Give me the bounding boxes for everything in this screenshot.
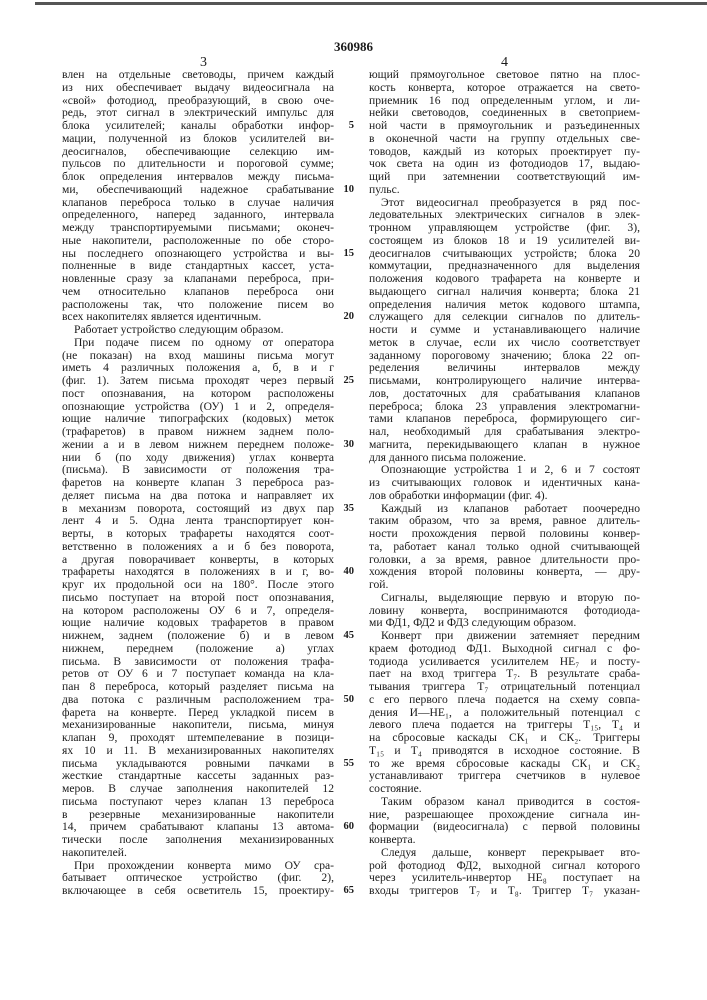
text-line: письма поступают через клапан 13 переброса	[62, 796, 334, 809]
line-number: 30	[336, 439, 354, 452]
text-line: лент 4 и 5. Одна лента транспортирует кон-	[62, 515, 334, 528]
text-line: приемник 16 под определенным углом, и ли-	[369, 95, 640, 108]
text-line: магнита, перекидывающего клапан в нужное	[369, 439, 640, 452]
line-number: 5	[336, 120, 354, 133]
text-line: (не показан) на вход машины письма могут	[62, 350, 334, 363]
text-line: из считывающих головок и идентичных кана-	[369, 477, 640, 490]
text-line: деляет письма на два потока и направляет их	[62, 490, 334, 503]
text-line: пает на вход триггера Т₇. В результате сраба-	[369, 668, 640, 681]
text-line: гой.	[369, 579, 640, 592]
text-line: Т₁₅ и Т₄ приводятся в исходное состояние. В	[369, 745, 640, 758]
text-line: состояние.	[369, 783, 640, 796]
text-line: чок света на один из фотодиодов 17, выдаю-	[369, 158, 640, 171]
text-line: определенного, наперед заданного, интервала	[62, 209, 334, 222]
text-line: ющие наличие типографских (кодовых) меток	[62, 413, 334, 426]
text-line: меров. В случае заполнения накопителей 12	[62, 783, 334, 796]
text-line: таким образом, что за время, равное длитель-	[369, 515, 640, 528]
text-line: конверта.	[369, 834, 640, 847]
text-line: Каждый из клапанов работает поочередно	[369, 503, 640, 516]
text-line: в оконечной части на группу отдельных све-	[369, 133, 640, 146]
text-line: два потока с различным расположением тра-	[62, 694, 334, 707]
text-line: ности и сумме и устанавливающего наличие	[369, 324, 640, 337]
text-line: нейки световодов, соединенных в светоприем-	[369, 107, 640, 120]
text-line: меток в случае, если их число соответствует	[369, 337, 640, 350]
text-line: товодов, каждый из которых проектирует пу-	[369, 146, 640, 159]
text-line: в механизм поворота, состоящий из двух пар	[62, 503, 334, 516]
text-line: на сбросовые каскады СК₁ и СК₂. Триггеры	[369, 732, 640, 745]
text-line: нал, необходимый для срабатывания электро-	[369, 426, 640, 439]
text-line: фаретов на конверте клапан 3 переброса раз-	[62, 477, 334, 490]
text-line: ные накопители, расположенные по обе сторо-	[62, 235, 334, 248]
line-number: 35	[336, 503, 354, 516]
text-line: расположены так, что положение писем во	[62, 299, 334, 312]
text-line: Этот видеосигнал преобразуется в ряд пос-	[369, 197, 640, 210]
text-line: клапан 9, проходят штемпелевание в позици-	[62, 732, 334, 745]
text-line: тодиода усиливается усилителем НЕ₇ и посту-	[369, 656, 640, 669]
text-line: письма укладываются ровными пачками в	[62, 758, 334, 771]
text-line: ющие наличие кодовых трафаретов в правом	[62, 617, 334, 630]
text-line: щий при затемнении соответствующий им-	[369, 171, 640, 184]
text-line: заданному пороговому значению; блока 22 оп-	[369, 350, 640, 363]
text-line: рой фотодиод ФД2, выходной сигнал которого	[369, 860, 640, 873]
text-line: (письма). В зависимости от положения тра-	[62, 464, 334, 477]
page-number-right: 4	[501, 55, 508, 71]
line-number: 40	[336, 566, 354, 579]
text-line: накопителей.	[62, 847, 334, 860]
text-line: (трафаретов) в правом нижнем заднем поло-	[62, 426, 334, 439]
text-line: ловину конверта, воспринимаются фотодиода-	[369, 605, 640, 618]
text-line: тами клапанов переброса, формирующего сиг-	[369, 413, 640, 426]
line-number: 65	[336, 885, 354, 898]
text-line: включающее в себя осветитель 15, проектиру-	[62, 885, 334, 898]
text-line: При подаче писем по одному от оператора	[62, 337, 334, 350]
text-line: верты, в которых трафареты находятся соот-	[62, 528, 334, 541]
text-line: жесткие стандартные кассеты заданных раз-	[62, 770, 334, 783]
text-line: влен на отдельные световоды, причем каждый	[62, 69, 334, 82]
top-border-line	[35, 2, 707, 5]
text-line: дения И—НЕ₁, а положительный потенциал с	[369, 707, 640, 720]
text-line: опознающие устройства (ОУ) 1 и 2, определя-	[62, 401, 334, 414]
text-line: то же время сбросовые каскады СК₁ и СК₂	[369, 758, 640, 771]
line-number: 60	[336, 821, 354, 834]
text-line: на котором расположены ОУ 6 и 7, определя-	[62, 605, 334, 618]
text-line: ределения величины интервалов между	[369, 362, 640, 375]
text-line: Следуя дальше, конверт перекрывает вто-	[369, 847, 640, 860]
text-line: фарета на конверте. Перед укладкой писем в	[62, 707, 334, 720]
text-line: с его первого плеча подается на схему совпа-	[369, 694, 640, 707]
left-text-column	[62, 69, 334, 898]
text-line: формации (видеосигнала) с первой половины	[369, 821, 640, 834]
text-line: (фиг. 1). Затем письма проходят через первый	[62, 375, 334, 388]
line-number: 45	[336, 630, 354, 643]
text-line: трафареты находятся в положениях в и г, во-	[62, 566, 334, 579]
text-line: деосигналов считывающих устройств; блока 20	[369, 248, 640, 261]
text-line: пан 8 переброса, который разделяет письма на	[62, 681, 334, 694]
text-line: новленные сразу за клапанами переброса, при-	[62, 273, 334, 286]
text-line: тывания триггера Т₇ отрицательный потенциал	[369, 681, 640, 694]
text-line: состоящем из блоков 18 и 19 усилителей ви-	[369, 235, 640, 248]
text-line: переброса; блока 23 управления электромагни-	[369, 401, 640, 414]
text-line: определения наличия меток кодового штампа,	[369, 299, 640, 312]
text-line: письмами, контролирующего наличие интерва-	[369, 375, 640, 388]
text-line: круг их продольной оси на 180°. После этого	[62, 579, 334, 592]
text-line: головки, а за время, равное длительности про-	[369, 554, 640, 567]
text-line: ной части в прямоугольник и разъединенных	[369, 120, 640, 133]
text-line: ны последнего опознающего устройства и вы-	[62, 248, 334, 261]
text-line: нижнем, заднем (положение б) и в левом	[62, 630, 334, 643]
text-line: тронном управляющем устройстве (фиг. 3),	[369, 222, 640, 235]
line-number: 10	[336, 184, 354, 197]
text-line: полненные в виде стандартных кассет, уста-	[62, 260, 334, 273]
text-line: блок определения интервалов между письма-	[62, 171, 334, 184]
text-line: для данного письма положение.	[369, 452, 640, 465]
line-number: 15	[336, 248, 354, 261]
text-line: письма. В зависимости от положения трафа-	[62, 656, 334, 669]
text-line: ретов от ОУ 6 и 7 поступает команда на кла-	[62, 668, 334, 681]
text-line: служащего для селекции сигналов по длитель-	[369, 311, 640, 324]
text-line: всех накопителях является идентичным.	[62, 311, 334, 324]
text-line: нии б (по ходу движения) углах конверта	[62, 452, 334, 465]
text-line: через усилитель-инвертор НЕ₈ поступает на	[369, 872, 640, 885]
text-line: механизированные накопители, письма, минуя	[62, 719, 334, 732]
text-line: мации, полученной из блоков усилителей ви-	[62, 133, 334, 146]
text-line: Опознающие устройства 1 и 2, 6 и 7 состоят	[369, 464, 640, 477]
line-number: 50	[336, 694, 354, 707]
text-line: ях 10 и 11. В механизированных накопителях	[62, 745, 334, 758]
line-number: 25	[336, 375, 354, 388]
text-line: коммутации, предназначенного для выделения	[369, 260, 640, 273]
text-line: «свой» фотодиод, преобразующий, в свою оче-	[62, 95, 334, 108]
text-line: пульс.	[369, 184, 640, 197]
right-text-column	[369, 69, 640, 898]
text-line: Работает устройство следующим образом.	[62, 324, 334, 337]
text-line: лов, достаточных для срабатывания клапанов	[369, 388, 640, 401]
text-line: батывает оптическое устройство (фиг. 2),	[62, 872, 334, 885]
text-line: Сигналы, выделяющие первую и вторую по-	[369, 592, 640, 605]
text-line: нижнем, переднем (положение а) углах	[62, 643, 334, 656]
line-number: 20	[336, 311, 354, 324]
text-line: в резервные механизированные накопители	[62, 809, 334, 822]
text-line: лов обработки информации (фиг. 4).	[369, 490, 640, 503]
text-line: та, работает канал только одной считывающей	[369, 541, 640, 554]
text-line: ности прохождения первой половины конвер-	[369, 528, 640, 541]
text-line: ми ФД1, ФД2 и ФД3 следующим образом.	[369, 617, 640, 630]
text-line: деосигналов, обеспечивающие селекцию им-	[62, 146, 334, 159]
text-line: ми, обеспечивающий надежное срабатывание	[62, 184, 334, 197]
text-line: краем фотодиод ФД1. Выходной сигнал с фо-	[369, 643, 640, 656]
page-number-left: 3	[200, 55, 207, 71]
text-line: левого плеча подается на триггеры Т₁₅, Т₄ и	[369, 719, 640, 732]
text-line: ледовательных электрических сигналов в элек-	[369, 209, 640, 222]
text-line: пост опознавания, на котором расположены	[62, 388, 334, 401]
text-line: Таким образом канал приводится в состоя-	[369, 796, 640, 809]
patent-number: 360986	[0, 39, 707, 55]
text-line: Конверт при движении затемняет передним	[369, 630, 640, 643]
text-line: клапанов переброса только в случае наличия	[62, 197, 334, 210]
text-line: письмо поступает на второй пост опознавания,	[62, 592, 334, 605]
text-line: из них обеспечивает выдачу видеосигнала на	[62, 82, 334, 95]
text-line: кость конверта, которое отражается на свето-	[369, 82, 640, 95]
text-line: ветственно в положениях а и б без поворота,	[62, 541, 334, 554]
text-line: жении а и в левом нижнем переднем положе-	[62, 439, 334, 452]
text-line: ние, разрешающее прохождение сигнала ин-	[369, 809, 640, 822]
text-line: пульсов по длительности и пороговой сумме;	[62, 158, 334, 171]
text-line: При прохождении конверта мимо ОУ сра-	[62, 860, 334, 873]
text-line: между транспортируемыми письмами; оконеч-	[62, 222, 334, 235]
text-line: 14, причем срабатывают клапаны 13 автома-	[62, 821, 334, 834]
text-line: иметь 4 различных положения а, б, в и г	[62, 362, 334, 375]
text-line: а другая поворачивает конверты, в которых	[62, 554, 334, 567]
text-line: устанавливают триггера счетчиков в нулевое	[369, 770, 640, 783]
text-line: ющий прямоугольное световое пятно на плос-	[369, 69, 640, 82]
text-line: блока усилителей; каналы обработки инфор-	[62, 120, 334, 133]
text-line: тически после заполнения механизированных	[62, 834, 334, 847]
text-line: чем относительно клапанов переброса они	[62, 286, 334, 299]
line-number: 55	[336, 758, 354, 771]
text-line: редь, этот сигнал в электрический импульс для	[62, 107, 334, 120]
text-line: выдающего сигнал наличия конверта; блока 21	[369, 286, 640, 299]
text-line: положения кодового трафарета на конверте и	[369, 273, 640, 286]
text-line: хождения второй половины конверта, — дру-	[369, 566, 640, 579]
text-line: входы триггеров Т₇ и Т₈. Триггер Т₇ указан-	[369, 885, 640, 898]
